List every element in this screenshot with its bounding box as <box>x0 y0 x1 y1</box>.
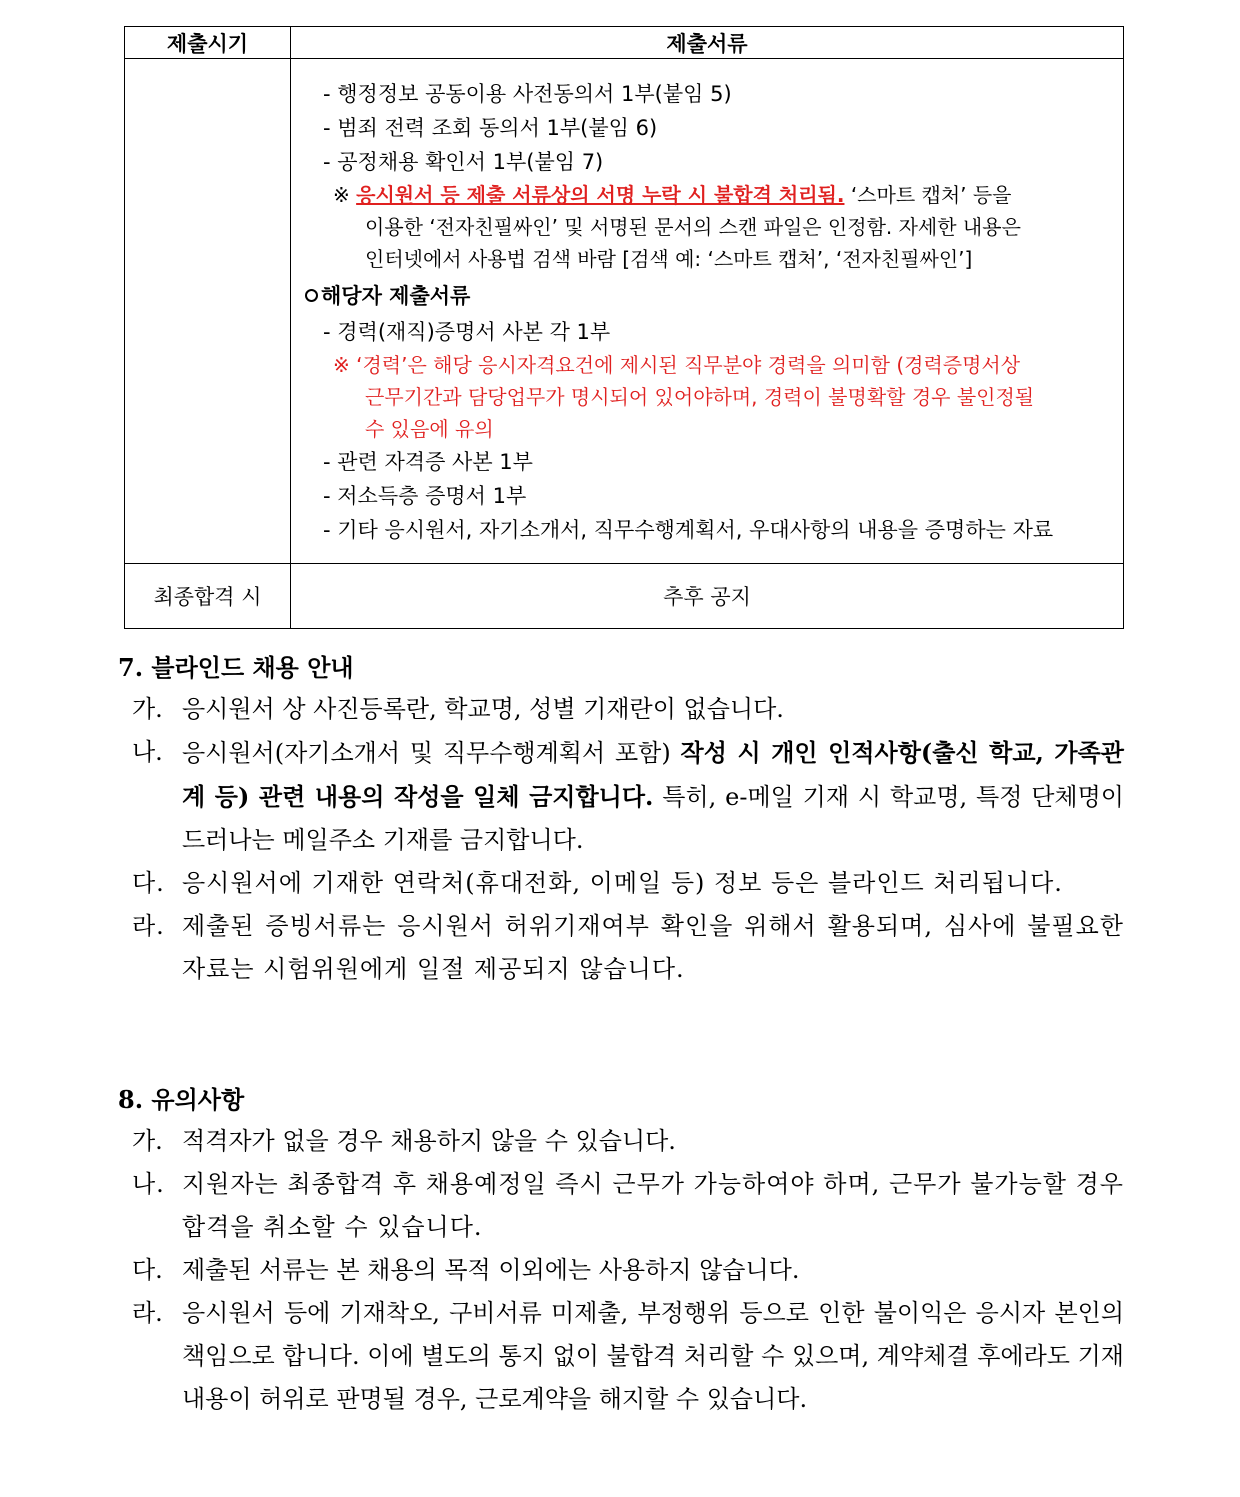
section-blind-hiring <box>118 648 1124 991</box>
section-title: 8. 유의사항 <box>118 1085 245 1114</box>
list-item: 나. 응시원서(자기소개서 및 직무수행계획서 포함) 작성 시 개인 인적사항(출신 학교, 가족관계 등) 관련 내용의 작성을 일체 금지합니다. 특히, e-메일 기재 시 학교명, 특정 단체명이 드러나는 메일주소 기재를 금지합니다. <box>132 738 1124 854</box>
signature-warning: 응시원서 등 제출 서류상의 서명 누락 시 불합격 처리됨. <box>356 183 845 207</box>
final-pass-value: 추후 공지 <box>291 564 1124 629</box>
table-row <box>125 59 1124 564</box>
signature-note-line: 이용한 ‘전자친필싸인’ 및 서명된 문서의 스캔 파일은 인정함. 자세한 내용은 <box>365 215 1021 239</box>
submission-time-cell <box>125 59 291 564</box>
doc-line: - 기타 응시원서, 자기소개서, 직무수행계획서, 우대사항의 내용을 증명하는 자료 <box>323 518 1054 542</box>
doc-line: - 경력(재직)증명서 사본 각 1부 <box>323 320 611 344</box>
doc-line: - 관련 자격증 사본 1부 <box>323 450 533 474</box>
career-note-line: 수 있음에 유의 <box>365 417 494 441</box>
header-submission-docs: 제출서류 <box>291 27 1124 59</box>
career-note: ※ ‘경력’은 해당 응시자격요건에 제시된 직무분야 경력을 의미함 (경력증명서상 <box>333 353 1021 377</box>
section-title: 7. 블라인드 채용 안내 <box>118 653 354 682</box>
doc-line: - 행정정보 공동이용 사전동의서 1부(붙임 5) <box>323 82 732 106</box>
emphasis-text: 작성 시 개인 인적사항(출신 학교, 가족관계 등) 관련 내용의 작성을 일체 금지합니다. <box>182 738 1124 811</box>
list-item: 라. 응시원서 등에 기재착오, 구비서류 미제출, 부정행위 등으로 인한 불이익은 응시자 본인의 책임으로 합니다. 이에 별도의 통지 없이 불합격 처리할 수 있으며, 계약체결 후에라도 기재 내용이 허위로 판명될 경우, 근로계약을 해지할 수 있습니다. <box>132 1299 1124 1413</box>
list-item: 나. 지원자는 최종합격 후 채용예정일 즉시 근무가 가능하여야 하며, 근무가 불가능할 경우 합격을 취소할 수 있습니다. <box>132 1170 1124 1241</box>
doc-line: - 공정채용 확인서 1부(붙임 7) <box>323 150 604 174</box>
table-row <box>125 564 1124 629</box>
signature-note <box>305 179 1113 211</box>
list-item: 가. 응시원서 상 사진등록란, 학교명, 성별 기재란이 없습니다. <box>132 695 784 723</box>
final-pass-label: 최종합격 시 <box>125 564 291 629</box>
table-header-row <box>125 27 1124 59</box>
submission-docs-cell <box>291 59 1124 564</box>
doc-line: - 범죄 전력 조회 동의서 1부(붙임 6) <box>323 116 658 140</box>
applicable-docs-heading: 해당자 제출서류 <box>305 277 1113 315</box>
signature-note-text: ‘스마트 캡처’ 등을 <box>844 183 1012 207</box>
doc-line: - 저소득층 증명서 1부 <box>323 484 527 508</box>
note-mark: ※ <box>333 183 350 207</box>
list-item: 라. 제출된 증빙서류는 응시원서 허위기재여부 확인을 위해서 활용되며, 심사에 불필요한 자료는 시험위원에게 일절 제공되지 않습니다. <box>132 912 1124 983</box>
signature-note-line: 인터넷에서 사용법 검색 바람 [검색 예: ‘스마트 캡처’, ‘전자친필싸인’] <box>365 247 973 271</box>
list-item: 다. 제출된 서류는 본 채용의 목적 이외에는 사용하지 않습니다. <box>132 1256 800 1284</box>
list-item: 다. 응시원서에 기재한 연락처(휴대전화, 이메일 등) 정보 등은 블라인드 처리됩니다. <box>132 869 1063 897</box>
career-note-line: 근무기간과 담당업무가 명시되어 있어야하며, 경력이 불명확할 경우 불인정될 <box>365 385 1035 409</box>
section-notes <box>118 1080 1124 1421</box>
note-mark: ※ <box>333 353 350 377</box>
submission-table <box>124 26 1124 629</box>
circle-bullet-icon <box>305 289 318 302</box>
header-submission-time: 제출시기 <box>125 27 291 59</box>
list-item: 가. 적격자가 없을 경우 채용하지 않을 수 있습니다. <box>132 1127 676 1155</box>
